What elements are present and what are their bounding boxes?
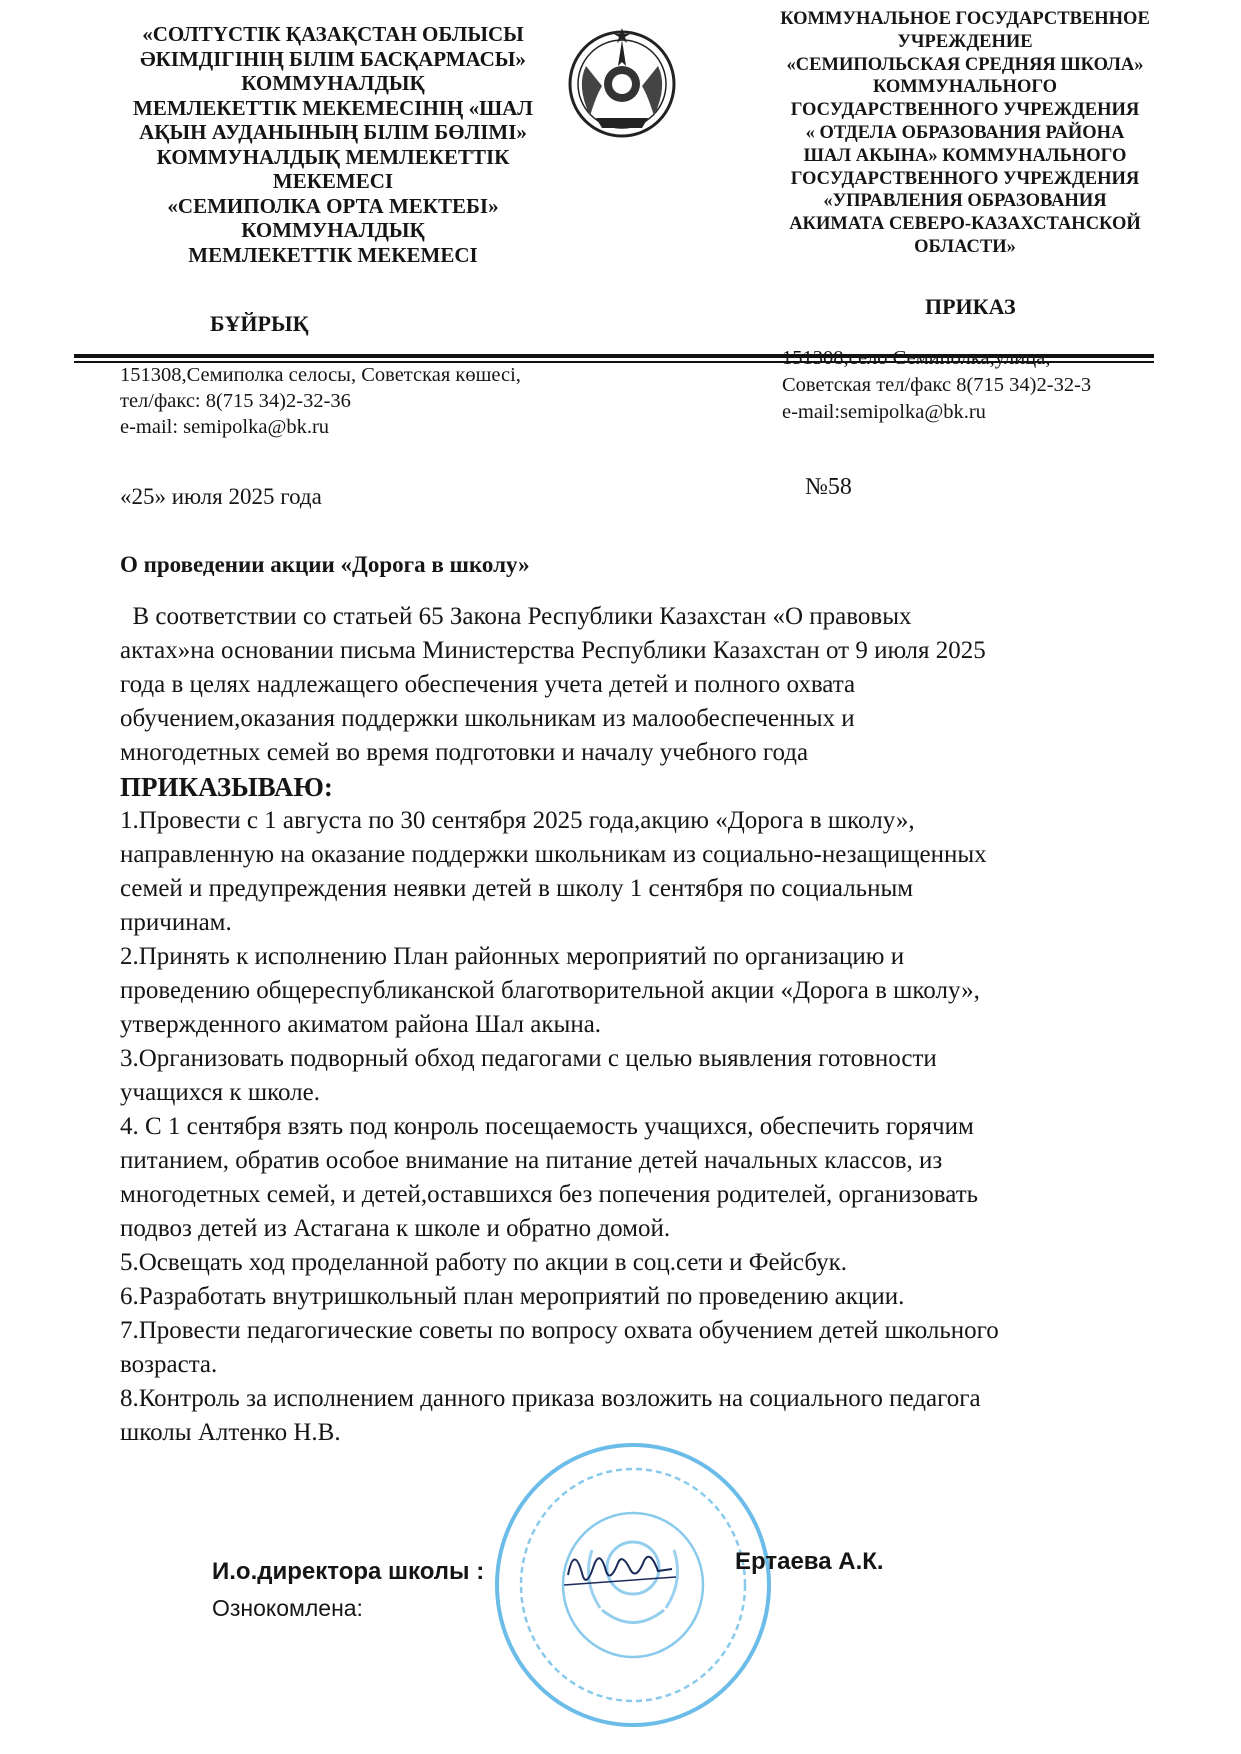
order-item-line: питанием, обратив особое внимание на питание детей начальных классов, из — [120, 1147, 943, 1174]
header-ru — [740, 8, 1190, 259]
signature-mark — [560, 1535, 680, 1605]
header-kz-line: МЕМЛЕКЕТТІК МЕКЕМЕСІ — [188, 242, 478, 267]
intro-line: многодетных семей во время подготовки и началу учебного года — [120, 739, 809, 766]
header-ru-line: ГОСУДАРСТВЕННОГО УЧРЕЖДЕНИЯ — [790, 100, 1140, 121]
order-item-line: многодетных семей, и детей,оставшихся без попечения родителей, организовать — [120, 1181, 979, 1208]
doc-title-ru: ПРИКАЗ — [925, 294, 1016, 319]
acknowledged-label: Ознокомлена: — [212, 1595, 363, 1621]
intro-line: года в целях надлежащего обеспечения учета детей и полного охвата — [120, 671, 856, 698]
order-item-line: возраста. — [120, 1351, 218, 1378]
header-ru-line: УЧРЕЖДЕНИЕ — [897, 31, 1033, 52]
order-date: «25» июля 2025 года — [120, 484, 322, 509]
signatory-title: И.о.директора школы : — [212, 1558, 485, 1585]
address-line: 151308,село Семиполка,улица, — [782, 347, 1051, 369]
order-item-line: школы Алтенко Н.В. — [120, 1419, 341, 1446]
header-ru-line: ОБЛАСТИ» — [914, 236, 1016, 257]
header-ru-line: «СЕМИПОЛЬСКАЯ СРЕДНЯЯ ШКОЛА» — [786, 54, 1144, 75]
header-kz-line: КОММУНАЛДЫҚ — [241, 71, 425, 95]
order-number: №58 — [805, 474, 852, 500]
header-kz-line: «СОЛТҮСТІК ҚАЗАҚСТАН ОБЛЫСЫ — [142, 22, 524, 46]
address-line: 151308,Семиполка селосы, Советская көшесі, — [120, 364, 521, 386]
order-item-line: 1.Провести с 1 августа по 30 сентября 2025 года,акцию «Дорога в школу», — [120, 807, 915, 834]
header-ru-line: ШАЛ АКЫНА» КОММУНАЛЬНОГО — [803, 145, 1127, 166]
header-ru-line: АКИМАТА СЕВЕРО-КАЗАХСТАНСКОЙ — [789, 214, 1141, 235]
address-right — [782, 345, 1091, 426]
order-item-line: 2.Принять к исполнению План районных мероприятий по организацию и — [120, 943, 905, 970]
order-item-line: учащихся к школе. — [120, 1079, 320, 1106]
order-item-line: утвержденного акиматом района Шал акына. — [120, 1011, 602, 1038]
address-line: Советская тел/факс 8(715 34)2-32-3 — [782, 374, 1092, 396]
order-item-line: 5.Освещать ход проделанной работу по акции в соц.сети и Фейсбук. — [120, 1249, 848, 1276]
header-kz — [78, 22, 588, 267]
address-left — [120, 362, 521, 440]
intro-line: актах»на основании письма Министерства Республики Казахстан от 9 июля 2025 — [120, 637, 986, 664]
intro-line: В соответствии со статьей 65 Закона Республики Казахстан «О правовых — [120, 603, 912, 630]
order-item-line: семей и предупреждения неявки детей в школу 1 сентября по социальным — [120, 875, 914, 902]
order-item-line: подвоз детей из Астагана к школе и обратно домой. — [120, 1215, 671, 1242]
state-emblem-icon — [566, 26, 678, 154]
address-line: тел/факс: 8(715 34)2-32-36 — [120, 390, 351, 412]
header-ru-line: «УПРАВЛЕНИЯ ОБРАЗОВАНИЯ — [823, 191, 1107, 212]
header-kz-line: КОММУНАЛДЫҚ — [241, 218, 425, 242]
header-ru-line: КОММУНАЛЬНОГО — [872, 77, 1058, 98]
order-item-line: 3.Организовать подворный обход педагогами с целью выявления готовности — [120, 1045, 937, 1072]
header-ru-line: КОММУНАЛЬНОЕ ГОСУДАРСТВЕННОЕ — [780, 9, 1150, 29]
email-line: e-mail: semipolka@bk.ru — [120, 416, 330, 438]
header-ru-line: « ОТДЕЛА ОБРАЗОВАНИЯ РАЙОНА — [805, 122, 1125, 143]
header-kz-line: АҚЫН АУДАНЫНЫҢ БІЛІМ БӨЛІМІ» — [139, 120, 527, 144]
header-kz-line: МЕМЛЕКЕТТІК МЕКЕМЕСІНІҢ «ШАЛ — [133, 95, 533, 120]
header-kz-line: КОММУНАЛДЫҚ МЕМЛЕКЕТТІК — [156, 144, 510, 169]
order-item-line: 6.Разработать внутришкольный план мероприятий по проведению акции. — [120, 1283, 905, 1310]
order-item-line: направленную на оказание поддержки школьникам из социально-незащищенных — [120, 841, 987, 868]
doc-title-kz: БҰЙРЫҚ — [210, 311, 309, 336]
signatory-name: Ертаева А.К. — [735, 1548, 884, 1575]
order-body — [120, 600, 1200, 1450]
order-item-line: причинам. — [120, 909, 232, 936]
header-kz-line: ӘКІМДІГІНІҢ БІЛІМ БАСҚАРМАСЫ» — [140, 46, 526, 71]
header-ru-line: ГОСУДАРСТВЕННОГО УЧРЕЖДЕНИЯ — [790, 168, 1140, 189]
order-item-line: 8.Контроль за исполнением данного приказа возложить на социального педагога — [120, 1385, 981, 1412]
order-item-line: проведению общереспубликанской благотворительной акции «Дорога в школу», — [120, 977, 980, 1004]
order-item-line: 4. С 1 сентября взять под конроль посещаемость учащихся, обеспечить горячим — [120, 1113, 974, 1140]
header-kz-line: МЕКЕМЕСІ — [272, 169, 394, 193]
order-word: ПРИКАЗЫВАЮ: — [120, 772, 333, 802]
order-subject: О проведении акции «Дорога в школу» — [120, 552, 530, 577]
intro-line: обучением,оказания поддержки школьникам из малообеспеченных и — [120, 705, 855, 732]
header-kz-line: «СЕМИПОЛКА ОРТА МЕКТЕБІ» — [167, 193, 499, 218]
email-line: e-mail:semipolka@bk.ru — [782, 401, 986, 423]
order-item-line: 7.Провести педагогические советы по вопросу охвата обучением детей школьного — [120, 1317, 999, 1344]
